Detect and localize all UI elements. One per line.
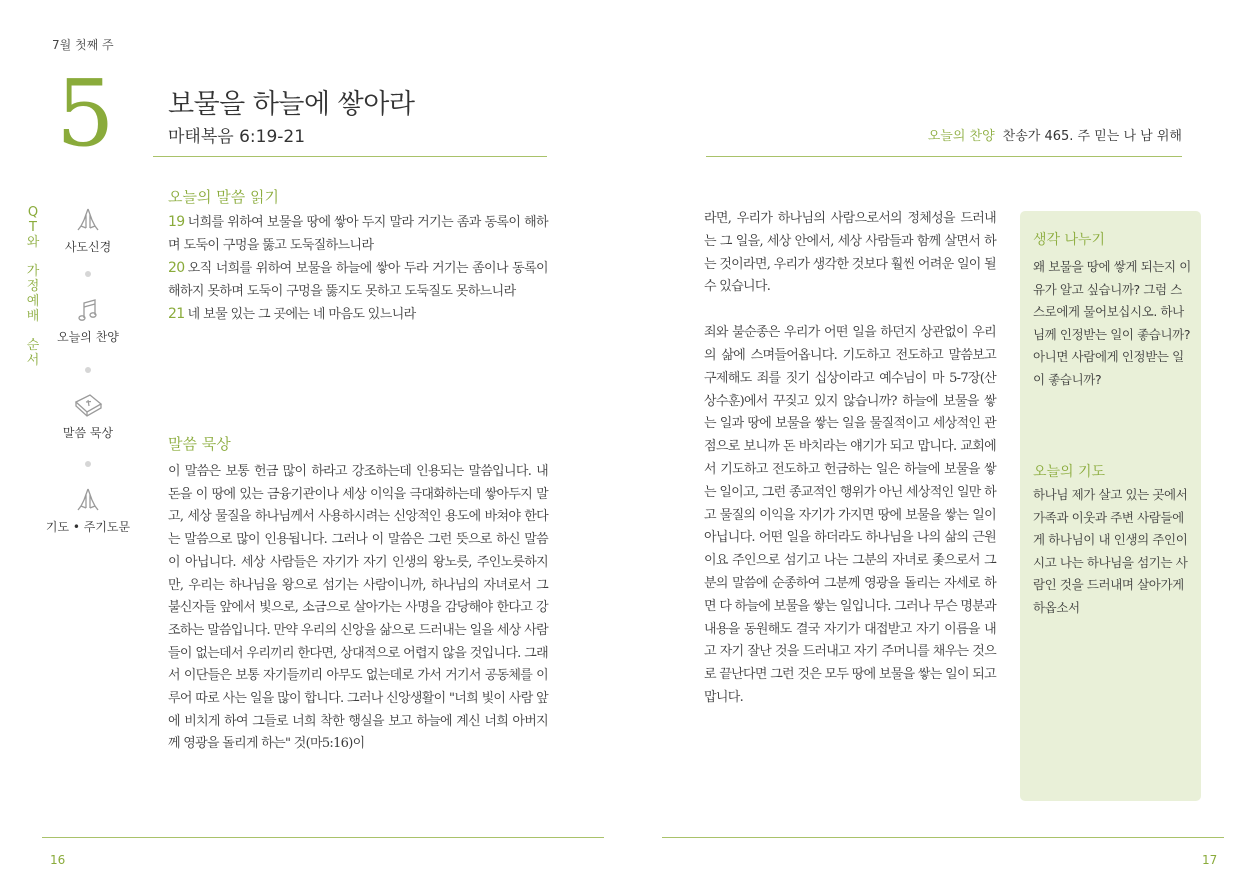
praying-hands-icon (73, 486, 103, 514)
meditation-text-left: 이 말씀은 보통 헌금 많이 하라고 강조하는데 인용되는 말씀입니다. 내 돈을 이 땅에 있는 금융기관이나 세상 이익을 극대화하는데 쌓아두지 말고, 세상 물질을 하나님께서 사용하시려는 신앙적인 용도에 바쳐야 한다는 말씀으로 많이 인용됩니다. 그러나 이 말씀은 그런 뜻으로 하신 말씀이 아닙니다. 세상 사람들은 자기가 자기 인생의 왕노릇, 주인노릇하지만, 우리는 하나님을 왕으로 섬기는 사람이니까, 하나님의 자녀로서 그 불신자들 앞에서 빛으로, 소금으로 살아가는 사명을 감당해야 한다고 강조하는 말씀입니다. 만약 우리의 신앙을 삶으로 드러내는 일을 세상 사람들이 없는데서 우리끼리 한다면, 상대적으로 어렵지 않을 것입니다. 그래서 이단들은 보통 자기들끼리 아무도 없는데로 가서 거기서 공동체를 이루어 따로 사는 일을 많이 합니다. 그러나 신앙생활이 "너희 빛이 사람 앞에 비치게 하여 그들로 너희 착한 행실을 보고 하늘에 계신 너희 아버지께 영광을 돌리게 하는" 것(마5:16)이 (168, 464, 548, 752)
meditation-text-right (704, 208, 996, 710)
prayer-text: 하나님 제가 살고 있는 곳에서 가족과 이웃과 주변 사람들에게 하나님이 내 인생의 주인이시고 나는 하나님을 섬기는 사람인 것을 드러내며 살아가게 하옵소서 (1033, 487, 1188, 615)
verse-text: 네 보물 있는 그 곳에는 네 마음도 있느니라 (187, 307, 416, 322)
praying-hands-icon (73, 206, 103, 234)
footer-divider-left (42, 837, 604, 838)
hymn-line (928, 125, 1182, 144)
meditation-paragraph: 라면, 우리가 하나님의 사람으로서의 정체성을 드러내는 그 일을, 세상 안에서, 세상 사람들과 함께 살면서 하는 것이라면, 우리가 생각한 것보다 훨씬 어려운 일이 될 수 있습니다. (704, 211, 996, 295)
hymn-value: 찬송가 465. 주 믿는 나 남 위해 (1002, 129, 1182, 144)
nav-dot (85, 367, 91, 373)
hymn-label: 오늘의 찬양 (927, 129, 995, 144)
page-number-left: 16 (50, 853, 66, 867)
reading-heading: 오늘의 말씀 읽기 (168, 188, 279, 206)
vertical-char: 순 (26, 338, 40, 353)
vertical-char: 배 (26, 309, 40, 324)
header-divider-right (706, 156, 1182, 157)
side-item-label: 기도 • 주기도문 (45, 520, 131, 534)
verse-block (168, 211, 548, 327)
day-number: 5 (56, 60, 115, 167)
vertical-char: T (29, 220, 37, 235)
share-text: 왜 보물을 땅에 쌓게 되는지 이유가 알고 싶습니까? 그럼 스스로에게 물어보십시오. 하나님께 인정받는 일이 좋습니까? 아니면 사람에게 인정받는 일이 좋습니까? (1033, 259, 1191, 387)
page-title: 보물을 하늘에 쌓아라 (168, 89, 415, 120)
music-note-icon (73, 296, 103, 324)
vertical-char: 정 (26, 279, 40, 294)
meditation-heading: 말씀 묵상 (168, 435, 231, 453)
vertical-char: 서 (26, 353, 40, 368)
verse-text: 너희를 위하여 보물을 땅에 쌓아 두지 말라 거기는 좀과 동록이 해하며 도둑이 구멍을 뚫고 도둑질하느니라 (168, 215, 548, 253)
vertical-char: 와 (26, 235, 40, 250)
nav-dot (85, 271, 91, 277)
side-item-label: 사도신경 (64, 240, 112, 254)
side-item-meditation (38, 390, 138, 441)
vertical-char: 가 (26, 264, 40, 279)
verse-text: 오직 너희를 위하여 보물을 하늘에 쌓아 두라 거기는 좀이나 동록이 해하지 못하며 도둑이 구멍을 뚫지도 못하고 도둑질도 못하느니라 (168, 261, 548, 299)
side-item-prayer (38, 486, 138, 535)
vertical-char: 예 (26, 294, 40, 309)
scripture-reference: 마태복음 6:19-21 (168, 127, 306, 147)
vertical-char: Q (27, 205, 39, 220)
verse-number: 19 (168, 214, 185, 230)
side-item-label: 말씀 묵상 (62, 426, 114, 440)
nav-dot (85, 461, 91, 467)
week-label: 7월 첫째 주 (52, 38, 114, 52)
side-item-label: 오늘의 찬양 (57, 330, 119, 344)
verse-number: 20 (168, 260, 185, 276)
verse-number: 21 (168, 306, 185, 322)
share-heading: 생각 나누기 (1033, 232, 1106, 248)
prayer-heading: 오늘의 기도 (1033, 464, 1106, 480)
bible-book-icon (72, 390, 104, 420)
page-number-right: 17 (1202, 853, 1218, 867)
side-item-hymn (38, 296, 138, 345)
side-item-creed (38, 206, 138, 255)
meditation-paragraph: 죄와 불순종은 우리가 어떤 일을 하던지 상관없이 우리의 삶에 스며들어옵니다. 기도하고 전도하고 말씀보고 구제해도 죄를 짓기 십상이라고 예수님이 마 5-7장(산상수훈)에서 꾸짖고 있지 않습니까? 하늘에 보물을 쌓는 일과 땅에 보물을 쌓는 일을 물질적이고 세상적인 관점으로 보니까 돈 바치라는 얘기가 되고 맙니다. 교회에서 기도하고 전도하고 헌금하는 일은 하늘에 보물을 쌓는 일이고, 그런 종교적인 행위가 아닌 세상적인 일만 하고 물질의 이익을 자기가 가지면 땅에 보물을 쌓는 일이 아닙니다. 어떤 일을 하더라도 하나님을 나의 삶의 근원이요 주인으로 섬기고 나는 그분의 자녀로 좇으로서 그분의 말씀에 순종하여 그분께 영광을 돌리는 자세로 하면 다 하늘에 보물을 쌓는 일입니다. 그러나 무슨 명분과 내용을 동원해도 결국 자기가 대접받고 자기 이름을 내고 자기 잘난 것을 드러내고 자기 주머니를 채우는 것으로 끝난다면 그런 것은 모두 땅에 보물을 쌓는 일이 되고 맙니다. (704, 325, 996, 705)
footer-divider-right (662, 837, 1224, 838)
header-divider-left (153, 156, 547, 157)
